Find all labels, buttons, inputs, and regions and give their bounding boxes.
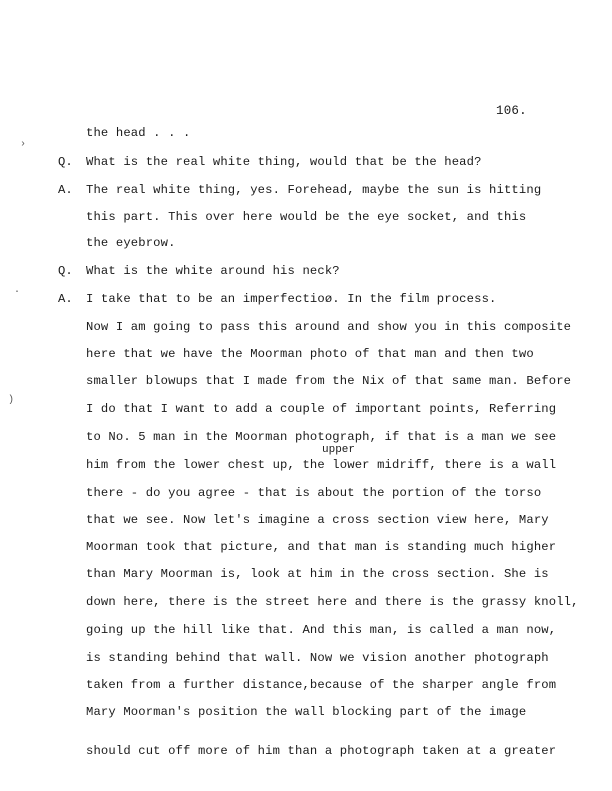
text-line: I take that to be an imperfectioø. In the film process. xyxy=(86,292,497,306)
text-line: Now I am going to pass this around and show you in this composite xyxy=(86,320,572,334)
text-line: taken from a further distance,because of the sharper angle from xyxy=(86,678,557,692)
text-line: the eyebrow. xyxy=(86,236,176,250)
margin-mark: ) xyxy=(8,395,15,406)
text-line: down here, there is the street here and there is the grassy knoll, xyxy=(86,595,579,609)
text-line: here that we have the Moorman photo of that man and then two xyxy=(86,347,534,361)
page-number: 106. xyxy=(496,104,527,118)
text-line: What is the white around his neck? xyxy=(86,264,340,278)
text-line: What is the real white thing, would that be the head? xyxy=(86,155,482,169)
margin-mark: › xyxy=(20,139,27,150)
text-line: there - do you agree - that is about the portion of the torso xyxy=(86,486,542,500)
text-line: is standing behind that wall. Now we vision another photograph xyxy=(86,651,549,665)
text-line: to No. 5 man in the Moorman photograph, if that is a man we see xyxy=(86,430,557,444)
text-line: should cut off more of him than a photograph taken at a greater xyxy=(86,744,557,758)
speaker-label: Q. xyxy=(58,264,73,278)
speaker-label: A. xyxy=(58,183,73,197)
text-line: smaller blowups that I made from the Nix of that same man. Before xyxy=(86,374,572,388)
text-line: going up the hill like that. And this man, is called a man now, xyxy=(86,623,557,637)
text-line: I do that I want to add a couple of important points, Referring xyxy=(86,402,557,416)
text-line: him from the lower chest up, the lower midriff, there is a wall xyxy=(86,458,557,472)
text-line: this part. This over here would be the eye socket, and this xyxy=(86,210,527,224)
text-line: that we see. Now let's imagine a cross section view here, Mary xyxy=(86,513,549,527)
text-line: than Mary Moorman is, look at him in the cross section. She is xyxy=(86,567,549,581)
text-line: Mary Moorman's position the wall blocking part of the image xyxy=(86,705,527,719)
text-line: The real white thing, yes. Forehead, maybe the sun is hitting xyxy=(86,183,542,197)
margin-mark: · xyxy=(14,287,21,298)
speaker-label: Q. xyxy=(58,155,73,169)
text-line: Moorman took that picture, and that man is standing much higher xyxy=(86,540,557,554)
speaker-label: A. xyxy=(58,292,73,306)
text-line: the head . . . xyxy=(86,126,191,140)
interlinear-insert: upper xyxy=(322,444,356,456)
